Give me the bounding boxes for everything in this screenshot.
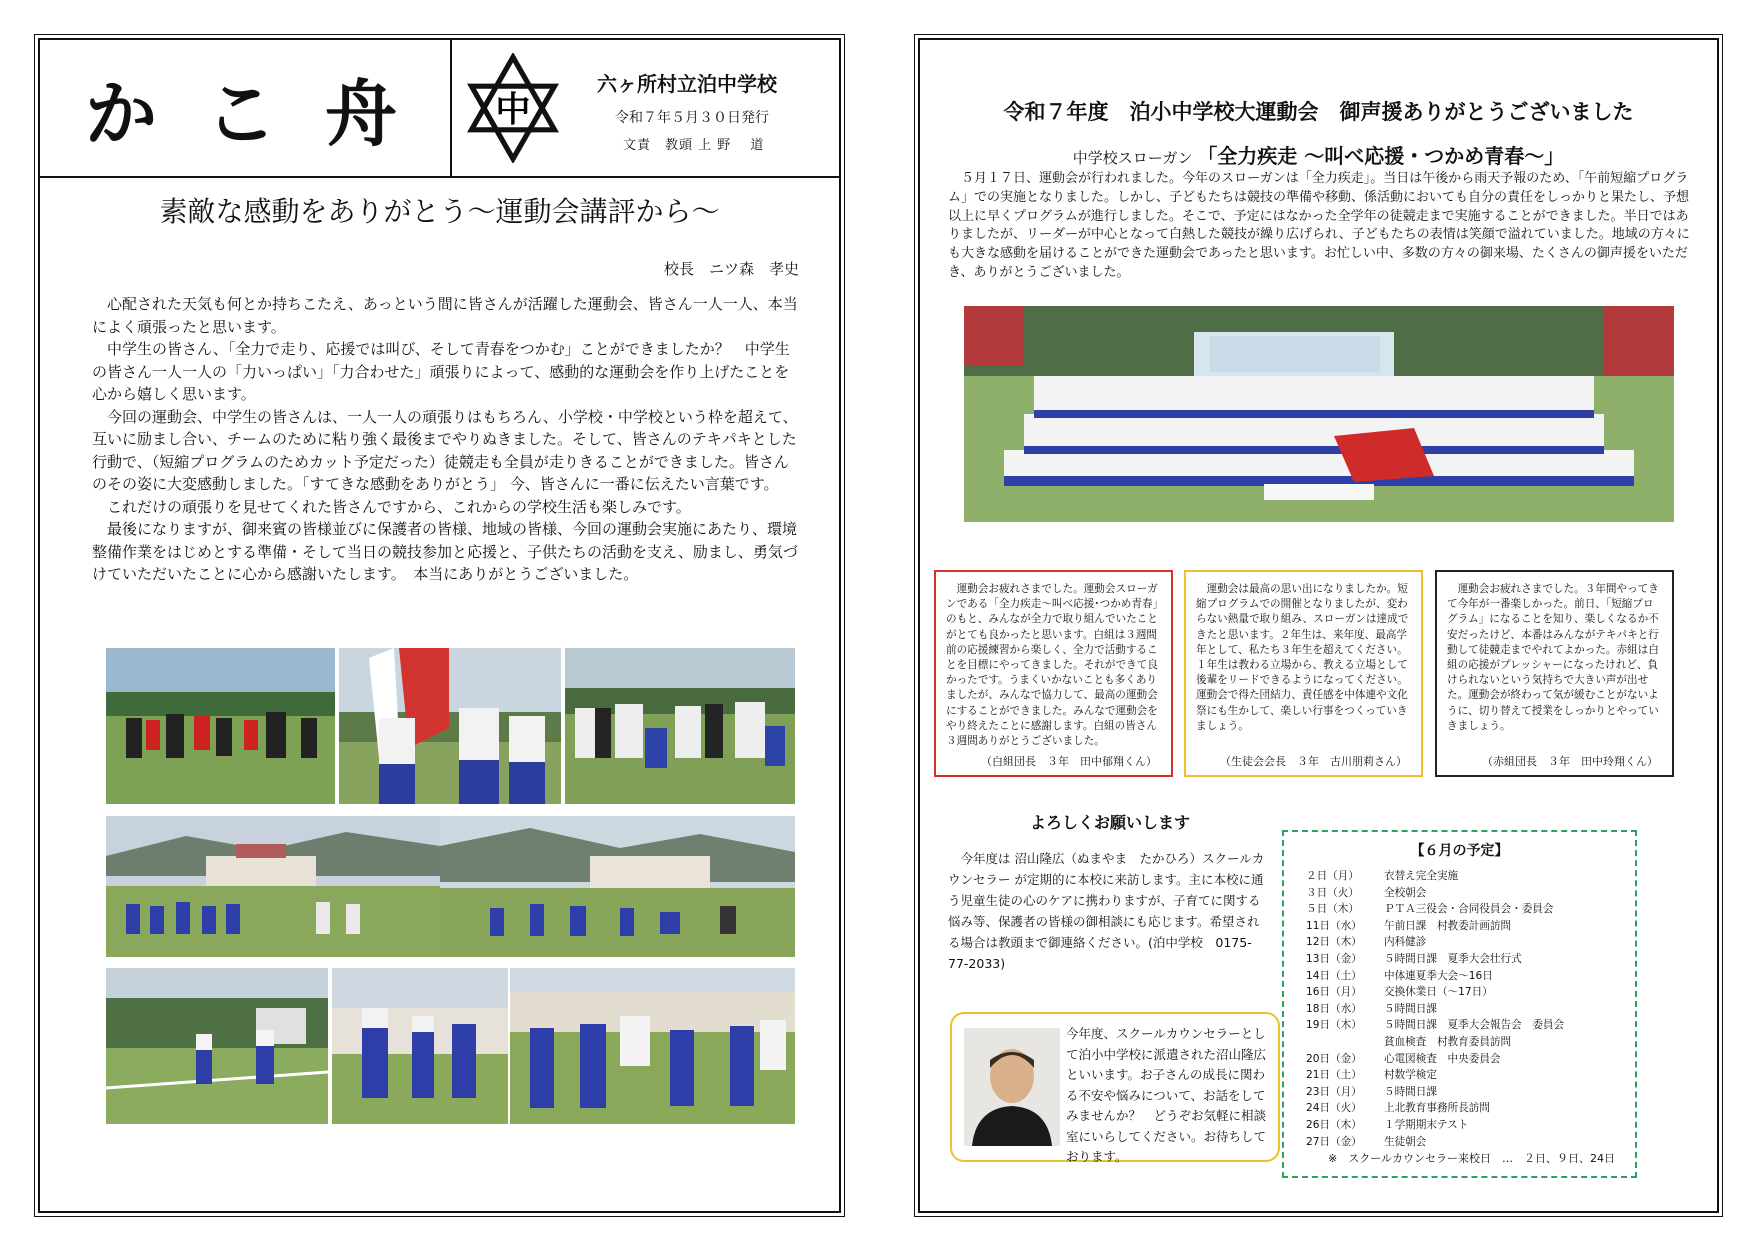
message-paragraph: 心配された天気も何とか持ちこたえ、あっという間に皆さんが活躍した運動会、皆さん一人一人、本当によく頑張ったと思います。 xyxy=(92,295,798,336)
comment-text: 運動会お疲れさまでした。３年間やってきて今年が一番楽しかった。前日、「短縮プログラム」になることを知り、楽しくなるか不安だったけど、本番はみんながテキパキと行動して徒競走までやれてよかった。赤組は白組の応援がプレッシャーになったけれど、負けられないという気持ちで大きい声が出せた。運動会が終わって気が緩むことがないように、切り替えて授業をしっかりとやっていきましょう。 xyxy=(1447,583,1659,732)
comment-signature: （赤組団長 ３年 田中玲翔くん） xyxy=(1482,754,1658,768)
schedule-item: 16日（月） 交換休業日（～17日） xyxy=(1306,986,1493,999)
comment-student-council-president xyxy=(1184,570,1423,777)
counselor-message-box xyxy=(950,1012,1280,1162)
school-emblem-icon xyxy=(461,53,565,163)
schedule-item: ２日（月） 衣替え完全実施 xyxy=(1306,870,1459,882)
schedule-item: 13日（金） ５時間日課 夏季大会壮行式 xyxy=(1306,952,1522,965)
schedule-item: 27日（金） 生徒朝会 xyxy=(1306,1135,1427,1148)
photo-rope-race xyxy=(510,968,795,1124)
issue-date: 令和７年５月３０日発行 xyxy=(615,110,769,126)
principal-message xyxy=(92,293,802,586)
schedule-item: 24日（火） 上北教育事務所長訪問 xyxy=(1306,1102,1490,1115)
comment-text: 運動会お疲れさまでした。運動会スローガンである「全力疾走～叫べ応援･つかめ青春」のもと、みんなが全力で取り組んでいたことがとても良かったと思います。白組は３週間前の応援練習から楽しく、全力で活動することを目標にやってきました。それができて良かったです。うまくいかないことも多くありましたが、みんなで協力して、最高の運動会にすることができました。みんなで運動会をやり終えたことに感謝します。白組の皆さん３週間ありがとうございました。 xyxy=(946,583,1158,748)
sports-day-intro xyxy=(948,170,1693,283)
counselor-section-title: よろしくお願いします xyxy=(1029,813,1190,832)
schedule-item: 20日（金） 心電図検査 中央委員会 xyxy=(1306,1052,1501,1065)
emblem-label: 中 xyxy=(494,89,531,131)
left-page xyxy=(38,38,841,1213)
schedule-item: 11日（水） 午前日課 村教委計画訪問 xyxy=(1306,919,1512,932)
slogan-line xyxy=(920,140,1717,169)
counselor-portrait xyxy=(964,1028,1060,1146)
photo-cheer-squad xyxy=(565,648,795,804)
school-info-box xyxy=(575,40,839,178)
schedule-item: 23日（月） ５時間日課 xyxy=(1306,1085,1437,1098)
message-paragraph: 中学生の皆さん、「全力で走り、応援では叫び、そして青春をつかむ」ことができましたか？ 中学生の皆さん一人一人の「力いっぱい」「力合わせた」頑張りによって、感動的な運動会を作り上げたことを心から嬉しく思います。 xyxy=(92,340,790,403)
comment-red-team-leader xyxy=(1435,570,1674,777)
left-headline: 素敵な感動をありがとう～運動会講評から～ xyxy=(159,195,720,228)
right-page xyxy=(918,38,1719,1213)
schedule-item: 21日（土） 村数学検定 xyxy=(1306,1069,1437,1082)
schedule-item: 12日（木） 内科健診 xyxy=(1306,936,1427,949)
comment-white-team-leader xyxy=(934,570,1173,777)
schedule-item: 26日（木） １学期期末テスト xyxy=(1306,1118,1469,1131)
photo-tug-of-war-right xyxy=(440,816,795,957)
photo-group-students xyxy=(964,306,1674,522)
comment-signature: （生徒会会長 ３年 古川朋莉さん） xyxy=(1220,754,1407,768)
comment-text: 運動会は最高の思い出になりましたか。短縮プログラムでの開催となりましたが、変わらない熱量で取り組み、スローガンは達成できたと思います。２年生は、来年度、最高学年として、私たち３年生を超えてください。１年生は教わる立場から、教える立場として後輩をリードできるようになってください。運動会で得た団結力、責任感を中体連や文化祭にも生かして、楽しい行事をつくっていきましょう。 xyxy=(1196,583,1409,732)
slogan-text: 「全力疾走 ～叫べ応援・つかめ青春～」 xyxy=(1197,144,1565,168)
counselor-announcement: 今年度は 沼山隆広（ぬまやま たかひろ）スクールカウンセラー が定期的に本校に来訪します。主に本校に通う児童生徒の心のケアに携わりますが、子育てに関する悩み等、保護者の皆様の御相談にも応じます。希望される場合は教頭まで御連絡ください。(泊中学校 0175-77-2033) xyxy=(948,851,1265,971)
photo-tug-of-war-left xyxy=(106,816,440,957)
photo-dance-performance xyxy=(106,648,335,804)
schedule-item: ５日（木） ＰＴＡ三役会・合同役員会・委員会 xyxy=(1306,903,1554,916)
sports-day-title: 令和７年度 泊小中学校大運動会 御声援ありがとうございました xyxy=(1003,100,1634,124)
schedule-list xyxy=(1306,868,1564,1150)
message-paragraph: 今回の運動会、中学生の皆さんは、一人一人の頑張りはもちろん、小学校・中学校という枠を超えて、互いに励まし合い、チームのために粘り強く最後までやりぬきました。そして、皆さんのテキパキとした行動で、（短縮プログラムのためカット予定だった）徒競走も全員が走りきることができました。皆さんのその姿に大変感動しました。「すてきな感動をありがとう」 今、皆さんに一番に伝えたい言葉です。 xyxy=(92,407,798,493)
photo-flag-bearers xyxy=(339,648,561,804)
counselor-message: 今年度、スクールカウンセラーとして泊小中学校に派遣された沼山隆広といいます。お子さんの成長に関わる不安や悩みについて、お話をしてみませんか？ どうぞお気軽に相談室にいらしてください。お待ちしております。 xyxy=(1066,1026,1267,1164)
school-name: 六ヶ所村立泊中学校 xyxy=(597,72,777,96)
schedule-item: 19日（木） ５時間日課 夏季大会報告会 委員会 xyxy=(1306,1019,1565,1032)
counselor-visit-note: ※ スクールカウンセラー来校日 … ２日、９日、24日 xyxy=(1328,1152,1615,1165)
schedule-item: 貧血検査 村教育委員訪問 xyxy=(1384,1035,1512,1048)
editor-credit: 文責 教頭 上 野 道 xyxy=(623,138,765,153)
school-emblem-box xyxy=(450,40,575,178)
comment-signature: （白組団長 ３年 田中郁翔くん） xyxy=(981,754,1157,768)
masthead-title-box xyxy=(40,40,452,178)
newsletter-title: かこ舟 xyxy=(84,71,445,156)
schedule-item: ３日（火） 全校朝会 xyxy=(1306,886,1427,899)
principal-byline: 校長 ニツ森 孝史 xyxy=(663,260,799,278)
schedule-item: 18日（水） ５時間日課 xyxy=(1306,1002,1437,1015)
intro-paragraph: ５月１７日、運動会が行われました。今年のスローガンは「全力疾走」。当日は午後から雨天予報のため、「午前短縮プログラム」での実施となりました。しかし、子どもたちは競技の準備や移動、係活動においても自分の責任をしっかりと果たし、予想以上に早くプログラムが進行しました。そこで、予定にはなかった全学年の徒競走まで実施することができました。半日ではありましたが、リーダーが中心となって白熱した競技が繰り広げられ、子どもたちの表情は笑顔で溢れていました。地域の方々にも大きな感動を届けることができた運動会であったと思います。お忙しい中、多数の方々の御来場、たくさんの御声援をいただき、ありがとうございました。 xyxy=(948,171,1690,280)
message-paragraph: これだけの頑張りを見せてくれた皆さんですから、これからの学校生活も楽しみです。 xyxy=(107,497,691,516)
message-paragraph: 最後になりますが、御来賓の皆様並びに保護者の皆様、地域の皆様、今回の運動会実施にあたり、環境整備作業をはじめとする準備・そして当日の競技参加と応援と、子供たちの活動を支え、励まし、勇気づけていただいたことに心から感謝いたします。 本当にありがとうございました。 xyxy=(92,520,798,583)
photo-jump-rope xyxy=(332,968,508,1124)
june-schedule-box xyxy=(1282,830,1637,1178)
photo-relay-race xyxy=(106,968,328,1124)
slogan-label: 中学校スローガン xyxy=(1072,149,1193,167)
schedule-title: 【６月の予定】 xyxy=(1410,843,1509,859)
schedule-item: 14日（土） 中体連夏季大会～16日 xyxy=(1306,969,1493,982)
